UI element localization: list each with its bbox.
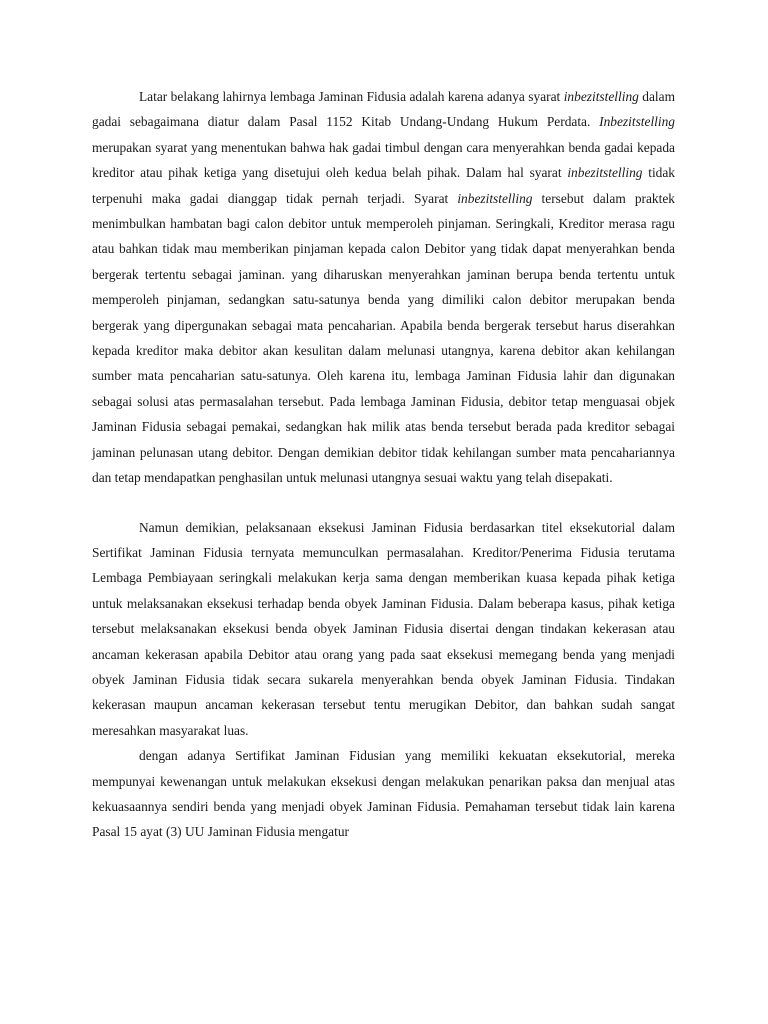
italic-term: inbezitstelling bbox=[563, 89, 639, 104]
paragraph-1 bbox=[92, 84, 675, 491]
text-segment: tersebut dalam praktek menimbulkan hambatan bagi calon debitor untuk memperoleh pinjaman. Seringkali, Kreditor merasa ragu atau bahkan tidak mau memberikan pinjaman kepada calon Debitor yang tidak dapat menyerahkan benda bergerak tertentu sebagai jaminan. yang diharuskan menyerahkan jaminan berupa benda tertentu untuk memperoleh pinjaman, sedangkan satu-satunya benda yang dimiliki calon debitor merupakan benda bergerak yang dipergunakan sebagai mata pencaharian. Apabila benda bergerak tersebut harus diserahkan kepada kreditor maka debitor akan kesulitan dalam melunasi utangnya, karena debitor akan kehilangan sumber mata pencaharian satu-satunya. Oleh karena itu, lembaga Jaminan Fidusia lahir dan digunakan sebagai solusi atas permasalahan tersebut. Pada lembaga Jaminan Fidusia, debitor tetap menguasai objek Jaminan Fidusia sebagai pemakai, sedangkan hak milik atas benda tersebut berada pada kreditor sebagai jaminan pelunasan utang debitor. Dengan demikian debitor tidak kehilangan sumber mata pencahariannya dan tetap mendapatkan penghasilan untuk melunasi utangnya sesuai waktu yang telah disepakati. bbox=[92, 190, 675, 486]
text-segment: dengan adanya Sertifikat Jaminan Fidusian yang memiliki kekuatan eksekutorial, mereka mempunyai kewenangan untuk melakukan eksekusi dengan melakukan penarikan paksa dan menjual atas kekuasaannya sendiri benda yang menjadi obyek Jaminan Fidusia. Pemahaman tersebut tidak lain karena Pasal 15 ayat (3) UU Jaminan Fidusia mengatur bbox=[92, 748, 675, 840]
paragraph-2 bbox=[92, 515, 675, 744]
italic-term: Inbezitstelling bbox=[599, 114, 675, 130]
italic-term: inbezitstelling bbox=[457, 190, 533, 206]
document-page bbox=[92, 84, 675, 845]
text-segment: merupakan syarat yang menentukan bahwa hak gadai timbul dengan cara menyerahkan benda gadai kepada kreditor atau pihak ketiga yang disetujui oleh kedua belah pihak. Dalam hal syarat bbox=[92, 139, 675, 181]
text-segment: Namun demikian, pelaksanaan eksekusi Jaminan Fidusia berdasarkan titel eksekutorial dalam Sertifikat Jaminan Fidusia ternyata memunculkan permasalahan. Kreditor/Penerima Fidusia terutama Lembaga Pembiayaan seringkali melakukan kerja sama dengan memberikan kuasa kepada pihak ketiga untuk melaksanakan eksekusi terhadap benda obyek Jaminan Fidusia. Dalam beberapa kasus, pihak ketiga tersebut melaksanakan eksekusi benda obyek Jaminan Fidusia disertai dengan tindakan kekerasan atau ancaman kekerasan apabila Debitor atau orang yang pada saat eksekusi memegang benda yang menjadi obyek Jaminan Fidusia tidak secara sukarela menyerahkan benda obyek Jaminan Fidusia. Tindakan kekerasan maupun ancaman kekerasan tersebut tentu merugikan Debitor, dan bahkan sudah sangat meresahkan masyarakat luas. bbox=[92, 519, 675, 738]
text-segment: dalam gadai sebagaimana diatur dalam Pasal 1152 Kitab Undang-Undang Hukum Perdata. bbox=[92, 89, 675, 130]
text-segment: tidak terpenuhi maka gadai dianggap tidak pernah terjadi. Syarat bbox=[92, 165, 676, 206]
paragraph-3 bbox=[92, 743, 675, 845]
text-segment: Latar belakang lahirnya lembaga Jaminan Fidusia adalah karena adanya syarat bbox=[139, 89, 564, 104]
italic-term: inbezitstelling bbox=[567, 165, 643, 181]
